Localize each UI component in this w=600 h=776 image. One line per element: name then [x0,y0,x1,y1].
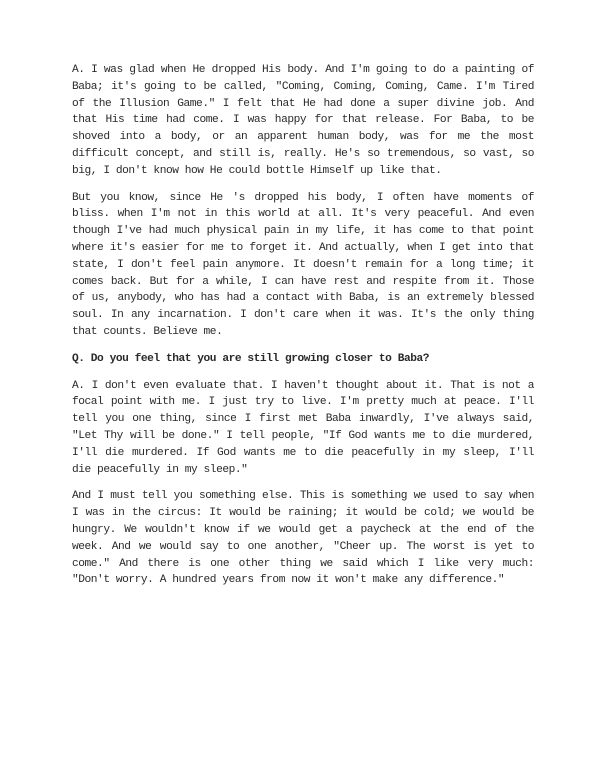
answer-paragraph-2: But you know, since He 's dropped his body, I often have moments of bliss. when I'm not in this world at all. It's very peaceful. And even though I've had much physical pain in my life, it has come to that point where it's easier for me to forget it. And actually, when I get into that state, I don't feel pain anymore. It doesn't remain for a long time; it comes back. But for a while, I can have rest and respite from it. Those of us, anybody, who has had a contact with Baba, is an extremely blessed soul. In any incarnation. I don't care when it was. It's the only thing that counts. Believe me. [72,191,534,338]
document-page [72,62,534,599]
answer-paragraph-1: A. I was glad when He dropped His body. And I'm going to do a painting of Baba; it's going to be called, "Coming, Coming, Coming, Came. I'm Tired of the Illusion Game." I felt that He had done a super divine job. And that His time had come. I was happy for that release. For Baba, to be shoved into a body, or an apparent human body, was for me the most difficult concept, and still is, really. He's so tremendous, so vast, so big, I don't know how He could bottle Himself up like that. [72,64,534,177]
answer-paragraph-4: And I must tell you something else. This is something we used to say when I was in the circus: It would be raining; it would be cold; we would be hungry. We wouldn't know if we would get a paycheck at the end of the week. And we would say to one another, "Cheer up. The worst is yet to come." And there is one other thing we said which I like very much: "Don't worry. A hundred years from now it won't make any difference." [72,490,534,587]
answer-paragraph-3: A. I don't even evaluate that. I haven't thought about it. That is not a focal point with me. I just try to live. I'm pretty much at peace. I'll tell you one thing, since I first met Baba inwardly, I've always said, "Let Thy will be done." I tell people, "If God wants me to die murdered, I'll die murdered. If God wants me to die peacefully in my sleep, I'll die peacefully in my sleep." [72,379,534,476]
question-paragraph: Q. Do you feel that you are still growing closer to Baba? [72,352,430,365]
